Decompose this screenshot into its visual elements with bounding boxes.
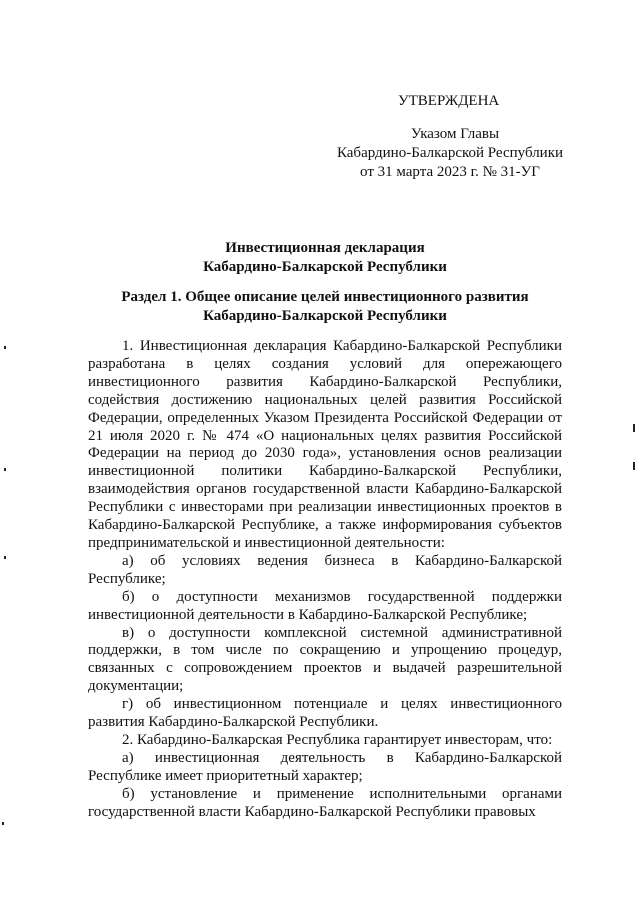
paragraph: 1. Инвестиционная декларация Кабардино-Балкарской Республики разработана в целях создания условий для опережающего инвестиционного развития Кабардино-Балкарской Республики, содействия достижению национальных целей развития Российской Федерации, определенных Указом Президента Российской Федерации от 21 июля 2020 г. № 474 «О национальных целях развития Российской Федерации на период до 2030 года», установления основ реализации инвестиционной политики Кабардино-Балкарской Республики, взаимодействия органов государственной власти Кабардино-Балкарской Республики с инвесторами при реализации инвестиционных проектов в Кабардино-Балкарской Республике, а также информирования субъектов предпринимательской и инвестиционной деятельности: <box>88 338 562 551</box>
paragraph: 2. Кабардино-Балкарская Республика гарантирует инвесторам, что: <box>122 731 553 748</box>
document-body <box>88 338 562 821</box>
approval-authority-line: Кабардино-Балкарской Республики <box>336 145 564 161</box>
section-heading <box>88 288 562 326</box>
approval-heading: УТВЕРЖДЕНА <box>398 93 500 109</box>
scan-artifact <box>4 468 6 471</box>
paragraph: г) об инвестиционном потенциале и целях инвестиционного развития Кабардино-Балкарской Республики. <box>88 696 562 731</box>
scan-artifact <box>4 346 6 349</box>
document-title-line-1: Инвестиционная декларация <box>225 240 425 256</box>
approval-decree-line: Указом Главы <box>410 126 500 142</box>
paragraph: б) установление и применение исполнительными органами государственной власти Кабардино-Балкарской Республики правовых <box>88 785 562 820</box>
document-title <box>88 239 562 277</box>
paragraph: а) об условиях ведения бизнеса в Кабардино-Балкарской Республике; <box>88 552 562 587</box>
scan-artifact <box>2 822 4 825</box>
paragraph: в) о доступности комплексной системной административной поддержки, в том числе по сокращению и упрощению процедур, связанных с сопровождением проектов и выдачей разрешительной документации; <box>88 624 562 695</box>
section-heading-line-1: Раздел 1. Общее описание целей инвестиционного развития <box>121 289 529 305</box>
approval-stamp-block <box>330 92 570 182</box>
scan-artifact <box>633 424 635 432</box>
paragraph: б) о доступности механизмов государственной поддержки инвестиционной деятельности в Кабардино-Балкарской Республике; <box>88 588 562 623</box>
scan-artifact <box>633 462 635 470</box>
scan-artifact <box>4 556 6 559</box>
section-heading-line-2: Кабардино-Балкарской Республики <box>203 308 447 324</box>
paragraph: а) инвестиционная деятельность в Кабардино-Балкарской Республике имеет приоритетный характер; <box>88 749 562 784</box>
document-title-line-2: Кабардино-Балкарской Республики <box>203 259 447 275</box>
approval-date-line: от 31 марта 2023 г. № 31-УГ <box>360 164 540 180</box>
